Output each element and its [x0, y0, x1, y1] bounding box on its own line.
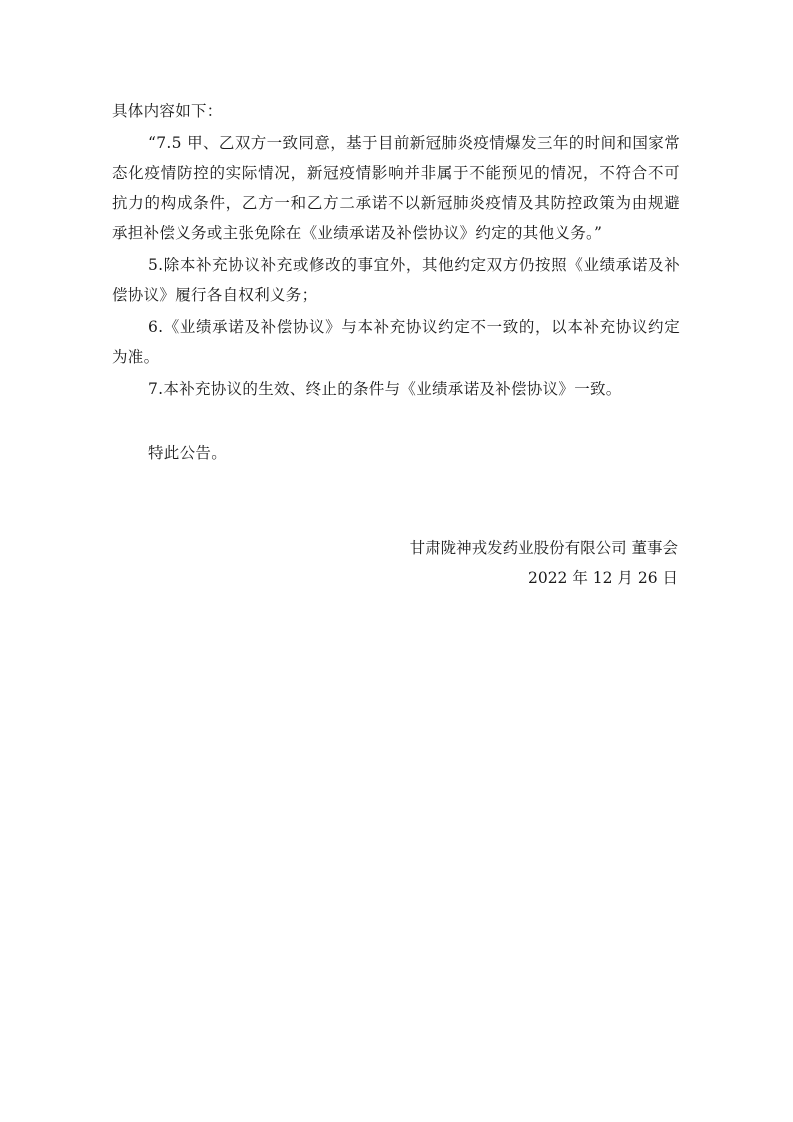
notice-closing: 特此公告。 — [148, 444, 228, 462]
clause-item-7: 7.本补充协议的生效、终止的条件与《业绩承诺及补偿协议》一致。 — [148, 380, 622, 398]
intro-line: 具体内容如下： — [112, 102, 223, 120]
document-body — [112, 96, 680, 468]
clause-item-6: 6.《业绩承诺及补偿协议》与本补充协议约定不一致的，以本补充协议约定为准。 — [112, 318, 680, 366]
clause-item-5: 5.除本补充协议补充或修改的事宜外，其他约定双方仍按照《业绩承诺及补偿协议》履行各自权利义务； — [112, 256, 680, 304]
signature-date: 2022 年 12 月 26 日 — [527, 569, 678, 587]
signature-company: 甘肃陇神戎发药业股份有限公司 董事会 — [409, 539, 678, 557]
quoted-clause-7-5: “7.5 甲、乙双方一致同意，基于目前新冠肺炎疫情爆发三年的时间和国家常态化疫情防控的实际情况，新冠疫情影响并非属于不能预见的情况，不符合不可抗力的构成条件，乙方一和乙方二承诺不以新冠肺炎疫情及其防控政策为由规避承担补偿义务或主张免除在《业绩承诺及补偿协议》约定的其他义务。” — [112, 134, 680, 242]
signature-block — [112, 533, 678, 593]
